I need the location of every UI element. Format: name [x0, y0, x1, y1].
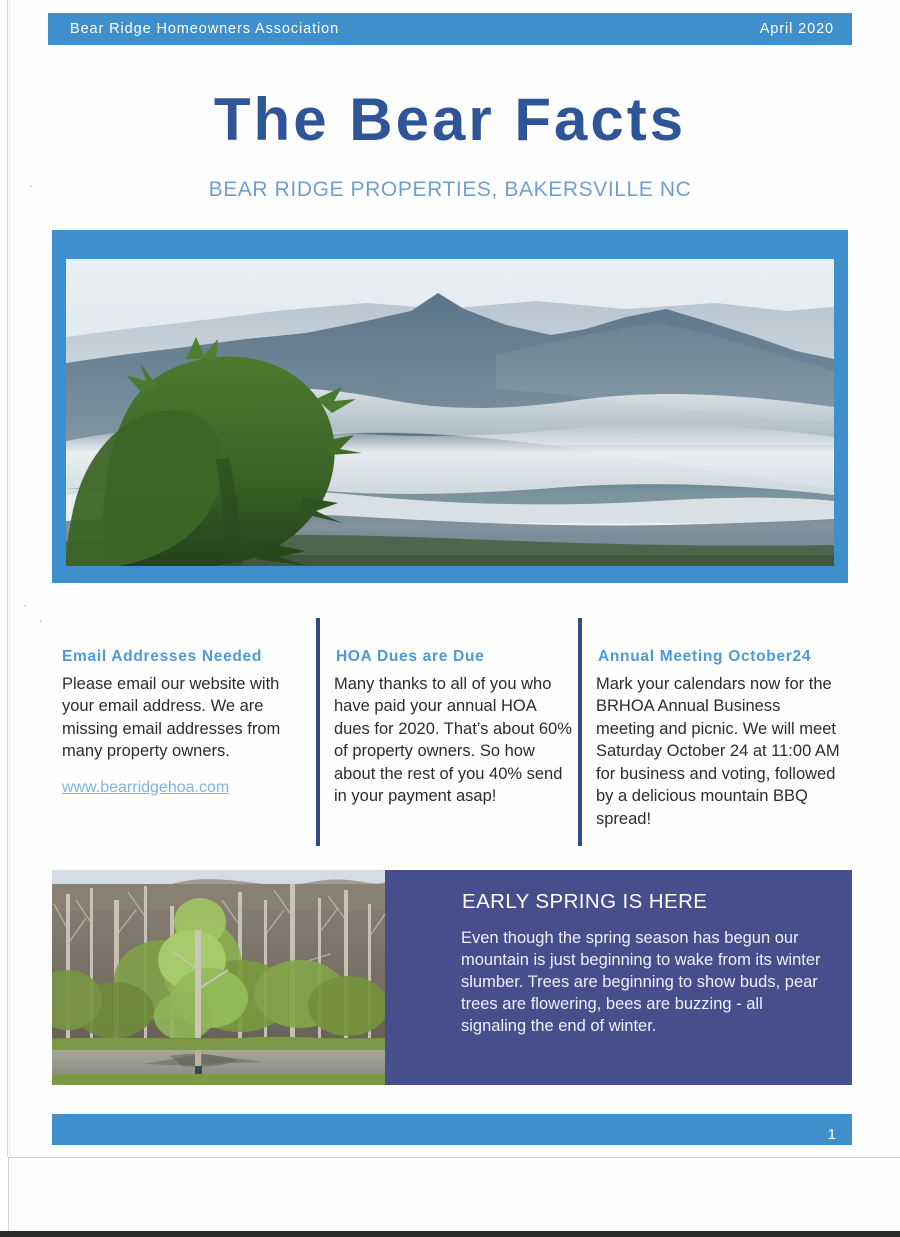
news-column-email-addresses	[62, 648, 302, 797]
column-divider-1	[316, 618, 320, 846]
scan-speck	[24, 605, 26, 607]
spring-photo-woodland	[52, 870, 385, 1085]
column-heading-hoa-dues: HOA Dues are Due	[336, 648, 485, 665]
page-subtitle: BEAR RIDGE PROPERTIES, BAKERSVILLE NC	[208, 178, 692, 201]
scanner-bed-bottom-edge	[0, 1231, 900, 1237]
hoa-website-link[interactable]: www.bearridgehoa.com	[62, 778, 230, 796]
scanner-bed-left-edge	[0, 1157, 9, 1237]
column-divider-2	[578, 618, 582, 846]
hero-photo-frame	[52, 230, 848, 583]
scan-edge-line	[7, 0, 8, 1157]
masthead-organization: Bear Ridge Homeowners Association	[70, 21, 340, 37]
masthead-bar	[48, 13, 852, 45]
spring-feature-panel	[385, 870, 852, 1085]
masthead-date: April 2020	[759, 21, 834, 37]
spring-feature-title: EARLY SPRING IS HERE	[462, 890, 708, 913]
news-column-annual-meeting	[596, 648, 842, 830]
column-body-annual-meeting: Mark your calendars now for the BRHOA Annual Business meeting and picnic. We will meet Saturday October 24 at 11:00 AM for business and voting, followed by a delicious mountain BBQ spread!	[596, 675, 840, 828]
column-heading-email-addresses: Email Addresses Needed	[62, 648, 263, 665]
scan-edge-line-secondary	[9, 0, 10, 1157]
spring-feature-body: Even though the spring season has begun our mountain is just beginning to wake from its winter slumber. Trees are beginning to show buds, pear trees are flowering, bees are buzzing - all signaling the end of winter.	[461, 929, 821, 1035]
news-column-hoa-dues	[334, 648, 574, 808]
scan-speck	[40, 620, 42, 622]
column-heading-annual-meeting: Annual Meeting October24	[598, 648, 812, 665]
column-body-email-addresses: Please email our website with your email address. We are missing email addresses from many property owners.	[62, 675, 281, 761]
footer-bar	[52, 1114, 852, 1145]
hero-photo-mountains	[66, 259, 834, 566]
page-title: The Bear Facts	[213, 86, 687, 153]
scanner-bed-area	[0, 1157, 900, 1234]
page-number: 1	[827, 1126, 836, 1143]
column-body-hoa-dues: Many thanks to all of you who have paid your annual HOA dues for 2020. That’s about 60% of property owners. So how about the rest of you 40% send in your payment asap!	[334, 675, 572, 806]
